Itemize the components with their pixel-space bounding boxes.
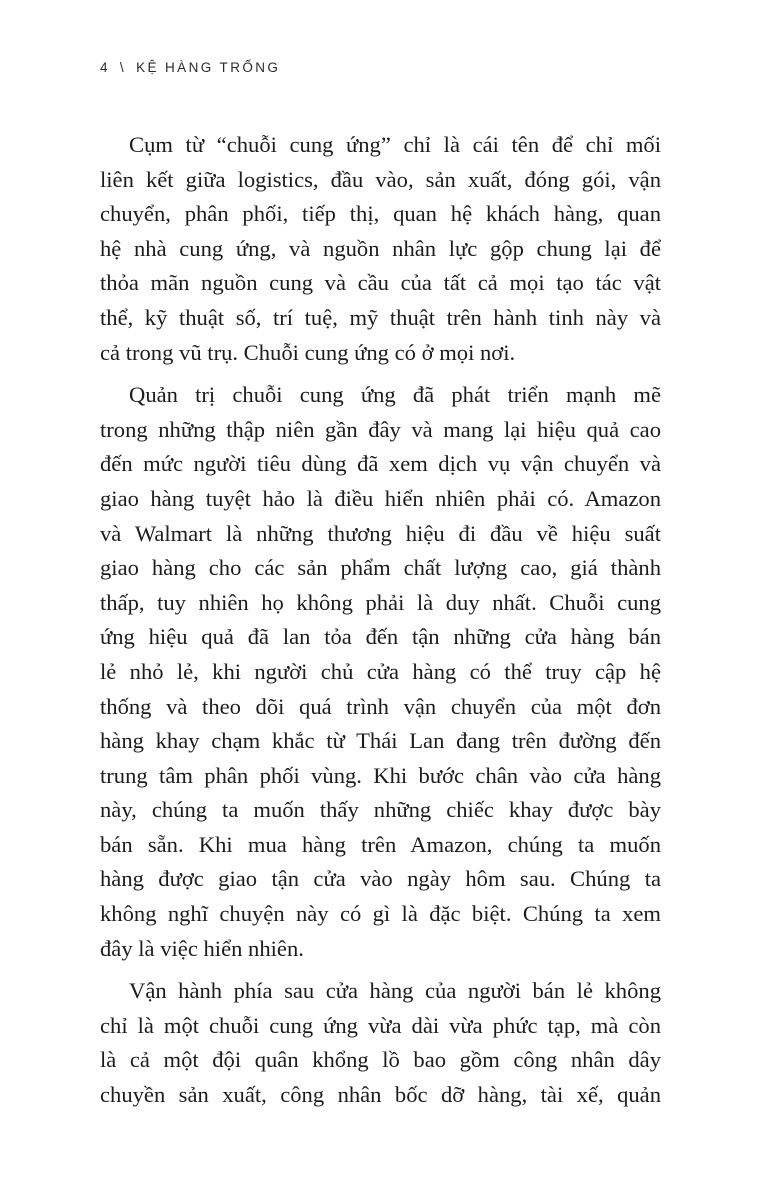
text-line: chỉ là một chuỗi cung ứng vừa dài vừa phức tạp, mà còn [100, 1012, 661, 1038]
header-separator: \ [119, 60, 127, 75]
text-line: giao hàng tuyệt hảo là điều hiển nhiên phải có. Amazon [100, 485, 661, 511]
body-text [100, 128, 661, 1121]
text-line: thống và theo dõi quá trình vận chuyển của một đơn [100, 693, 661, 719]
text-line: hàng khay chạm khắc từ Thái Lan đang trên đường đến [100, 728, 661, 754]
text-line: chuyển, phân phối, tiếp thị, quan hệ khách hàng, quan [100, 201, 661, 227]
text-line: ứng hiệu quả đã lan tỏa đến tận những cửa hàng bán [100, 624, 661, 650]
paragraph [100, 974, 661, 1112]
text-line: hệ nhà cung ứng, và nguồn nhân lực gộp chung lại để [100, 235, 661, 261]
book-title: KỆ HÀNG TRỐNG [136, 60, 281, 75]
text-line: hàng được giao tận cửa vào ngày hôm sau. Chúng ta [100, 866, 661, 892]
paragraph [100, 128, 661, 370]
text-line: trung tâm phân phối vùng. Khi bước chân vào cửa hàng [100, 762, 661, 788]
text-line: bán sẵn. Khi mua hàng trên Amazon, chúng ta muốn [100, 831, 661, 857]
text-line: lẻ nhỏ lẻ, khi người chủ cửa hàng có thể truy cập hệ [100, 658, 661, 684]
text-line: cả trong vũ trụ. Chuỗi cung ứng có ở mọi nơi. [100, 339, 516, 365]
text-line: giao hàng cho các sản phẩm chất lượng cao, giá thành [100, 555, 661, 581]
paragraph [100, 378, 661, 966]
text-line: này, chúng ta muốn thấy những chiếc khay được bày [100, 797, 661, 823]
page-number: 4 [100, 60, 110, 75]
text-line: Cụm từ “chuỗi cung ứng” chỉ là cái tên để chỉ mối [129, 132, 661, 157]
text-line: Quản trị chuỗi cung ứng đã phát triển mạnh mẽ [129, 382, 661, 408]
text-line: chuyền sản xuất, công nhân bốc dỡ hàng, tài xế, quản [100, 1082, 661, 1108]
text-line: thỏa mãn nguồn cung và cầu của tất cả mọi tạo tác vật [100, 270, 661, 296]
text-line: liên kết giữa logistics, đầu vào, sản xuất, đóng gói, vận [100, 166, 661, 192]
text-line: không nghĩ chuyện này có gì là đặc biệt. Chúng ta xem [100, 901, 661, 927]
text-line: là cả một đội quân khổng lồ bao gồm công nhân dây [100, 1047, 661, 1073]
text-line: đến mức người tiêu dùng đã xem dịch vụ vận chuyển và [100, 451, 661, 477]
text-line: đây là việc hiển nhiên. [100, 935, 304, 961]
text-line: và Walmart là những thương hiệu đi đầu về hiệu suất [100, 520, 661, 546]
running-header [100, 60, 280, 75]
text-line: Vận hành phía sau cửa hàng của người bán lẻ không [129, 978, 661, 1004]
text-line: thể, kỹ thuật số, trí tuệ, mỹ thuật trên hành tinh này và [100, 304, 661, 330]
text-line: trong những thập niên gần đây và mang lại hiệu quả cao [100, 416, 661, 442]
text-line: thấp, tuy nhiên họ không phải là duy nhất. Chuỗi cung [100, 589, 661, 615]
